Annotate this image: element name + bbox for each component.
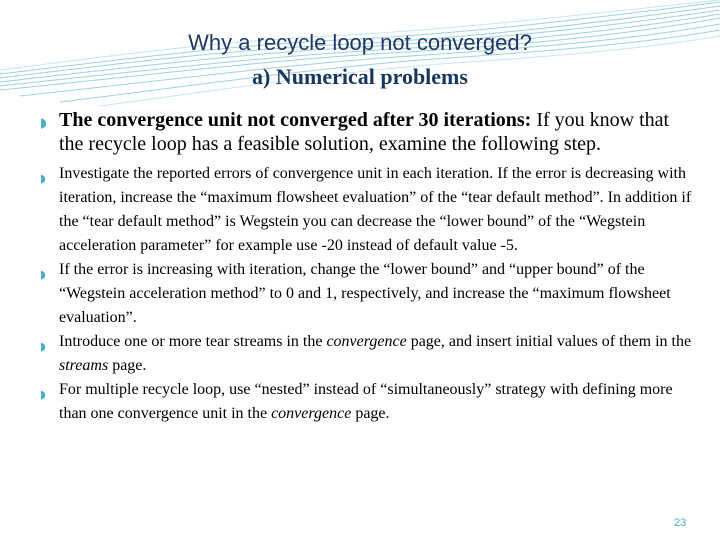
bullet-item-4-italic-a: convergence bbox=[326, 333, 407, 350]
bullet-item-1-heading: The convergence unit not converged after 30 iterations: bbox=[59, 109, 532, 131]
slide-title: Why a recycle loop not converged? bbox=[188, 30, 532, 55]
bullet-item-3-text: If the error is increasing with iteration, change the “lower bound” and “upper bound” of the “Wegstein acceleration method” to 0 and 1, respectively, and increase the “maximum flowsheet evaluation”. bbox=[59, 261, 671, 326]
bullet-item-1 bbox=[40, 108, 695, 156]
bullet-item-4-text-c: page. bbox=[108, 357, 147, 374]
half-circle-bullet-icon: ◗ bbox=[40, 268, 46, 281]
bullet-list bbox=[40, 108, 695, 426]
bullet-item-2-text: Investigate the reported errors of convergence unit in each iteration. If the error is decreasing with iteration, increase the “maximum flowsheet evaluation” of the “tear default method”. In addition if the “tear default method” is Wegstein you can decrease the “lower bound” of the “Wegstein acceleration parameter” for example use -20 instead of default value -5. bbox=[59, 165, 692, 254]
bullet-item-5 bbox=[40, 378, 695, 426]
bullet-item-5-text-a: For multiple recycle loop, use “nested” instead of “simultaneously” strategy with defining more than one convergence unit in the bbox=[59, 381, 673, 422]
bullet-item-2 bbox=[40, 162, 695, 258]
bullet-item-4 bbox=[40, 330, 695, 378]
half-circle-bullet-icon: ◗ bbox=[40, 340, 46, 353]
bullet-item-4-text-a: Introduce one or more tear streams in the bbox=[59, 333, 327, 350]
bullet-item-1-text: If you know that the recycle loop has a feasible solution, examine the following step. bbox=[59, 109, 670, 155]
bullet-item-5-italic-a: convergence bbox=[271, 405, 352, 422]
bullet-item-3 bbox=[40, 258, 695, 330]
bullet-item-4-text-b: page, and insert initial values of them in the bbox=[406, 333, 692, 350]
half-circle-bullet-icon: ◗ bbox=[40, 116, 47, 131]
half-circle-bullet-icon: ◗ bbox=[40, 388, 46, 401]
half-circle-bullet-icon: ◗ bbox=[40, 172, 46, 185]
bullet-item-4-italic-b: streams bbox=[59, 357, 109, 374]
page-number: 23 bbox=[674, 517, 687, 529]
slide-subtitle: a) Numerical problems bbox=[252, 64, 468, 89]
bullet-item-5-text-b: page. bbox=[351, 405, 390, 422]
